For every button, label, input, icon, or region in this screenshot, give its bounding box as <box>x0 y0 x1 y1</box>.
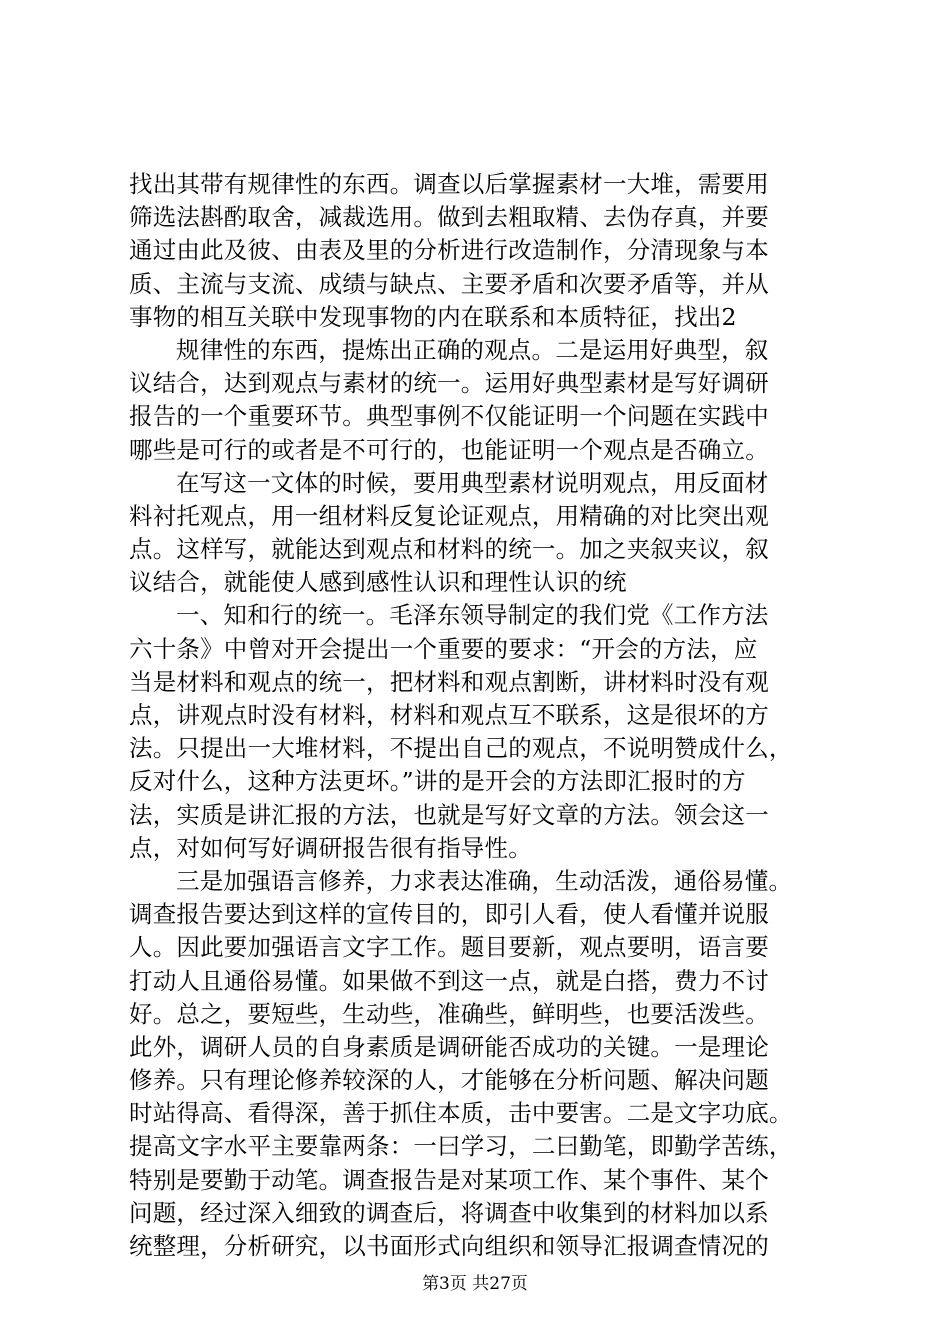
text-line: 打动人且通俗易懂。如果做不到这一点，就是白搭，费力不讨 <box>129 966 769 995</box>
text-line: 此外，调研人员的自身素质是调研能否成功的关键。一是理论 <box>129 1032 769 1061</box>
text-line: 一、知和行的统一。毛泽东领导制定的我们党《工作方法 <box>176 601 769 630</box>
text-line: 筛选法斟酌取舍，减裁选用。做到去粗取精、去伪存真，并要 <box>129 203 769 232</box>
text-line: 事物的相互关联中发现事物的内在联系和本质特征，找出2 <box>129 302 737 331</box>
text-line: 料衬托观点，用一组材料反复论证观点，用精确的对比突出观 <box>129 501 769 530</box>
text-line: 调查报告要达到这样的宣传目的，即引人看，使人看懂并说服 <box>129 900 769 929</box>
text-line: 六十条》中曾对开会提出一个重要的要求：“开会的方法，应 <box>129 634 758 663</box>
text-line: 议结合，就能使人感到感性认识和理性认识的统 <box>129 568 627 597</box>
text-line: 规律性的东西，提炼出正确的观点。二是运用好典型，叙 <box>176 335 769 364</box>
text-line: 问题，经过深入细致的调查后，将调查中收集到的材料加以系 <box>129 1198 769 1227</box>
text-line: 时站得高、看得深，善于抓住本质，击中要害。二是文字功底。 <box>129 1099 793 1128</box>
text-line: 特别是要勤于动笔。调查报告是对某项工作、某个事件、某个 <box>129 1165 769 1194</box>
text-line: 反对什么，这种方法更坏。”讲的是开会的方法即汇报时的方 <box>129 767 746 796</box>
text-line: 提高文字水平主要靠两条：一曰学习，二曰勤笔，即勤学苦练， <box>129 1132 793 1161</box>
text-line: 统整理，分析研究，以书面形式向组织和领导汇报调查情况的 <box>129 1232 769 1260</box>
text-line: 通过由此及彼、由表及里的分析进行改造制作，分清现象与本 <box>129 236 769 265</box>
page-footer <box>0 1272 950 1296</box>
text-line: 好。总之，要短些，生动些，准确些，鲜明些，也要活泼些。 <box>129 999 769 1028</box>
text-line: 三是加强语言修养，力求表达准确，生动活泼，通俗易懂。 <box>176 866 793 895</box>
text-line: 在写这一文体的时候，要用典型素材说明观点，用反面材 <box>176 468 769 497</box>
text-line: 修养。只有理论修养较深的人，才能够在分析问题、解决问题 <box>129 1066 769 1095</box>
document-body <box>129 168 839 1263</box>
text-line: 质、主流与支流、成绩与缺点、主要矛盾和次要矛盾等，并从 <box>129 269 769 298</box>
text-line: 报告的一个重要环节。典型事例不仅能证明一个问题在实践中 <box>129 402 769 431</box>
text-line: 法，实质是讲汇报的方法，也就是写好文章的方法。领会这一 <box>129 800 769 829</box>
text-line: 议结合，达到观点与素材的统一。运用好典型素材是写好调研 <box>129 369 769 398</box>
page-number-label: 第3页 共27页 <box>422 1274 528 1294</box>
text-line: 人。因此要加强语言文字工作。题目要新，观点要明，语言要 <box>129 933 769 962</box>
text-line: 点，对如何写好调研报告很有指导性。 <box>129 833 532 862</box>
text-line: 找出其带有规律性的东西。调查以后掌握素材一大堆，需要用 <box>129 170 769 198</box>
text-line: 法。只提出一大堆材料，不提出自己的观点，不说明赞成什么， <box>129 734 793 763</box>
text-line: 哪些是可行的或者是不可行的，也能证明一个观点是否确立。 <box>129 435 769 464</box>
text-line: 点，讲观点时没有材料，材料和观点互不联系，这是很坏的方 <box>129 701 769 729</box>
text-line: 当是材料和观点的统一，把材料和观点割断，讲材料时没有观 <box>129 667 769 696</box>
text-line: 点。这样写，就能达到观点和材料的统一。加之夹叙夹议，叙 <box>129 535 769 564</box>
